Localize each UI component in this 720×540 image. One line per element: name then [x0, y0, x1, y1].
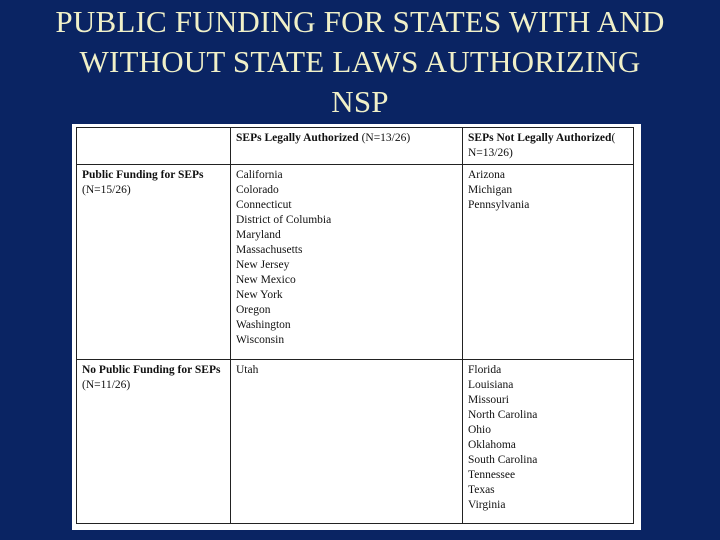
table-image [72, 124, 641, 530]
state-list [231, 165, 463, 360]
state-name: Pennsylvania [468, 199, 530, 211]
state-name: Louisiana [468, 379, 514, 391]
state-name: New York [236, 289, 283, 301]
state-name: Maryland [236, 229, 281, 241]
state-name: Florida [468, 364, 502, 376]
header-authorized-label: SEPs Legally Authorized [236, 132, 359, 144]
row-label-no-public-funding [77, 360, 231, 524]
state-name: Virginia [468, 499, 506, 511]
title-line-2: WITHOUT STATE LAWS AUTHORIZING [79, 44, 641, 79]
state-name: District of Columbia [236, 214, 332, 226]
row-label-bold: Public Funding for SEPs [82, 169, 204, 181]
state-name: Arizona [468, 169, 506, 181]
row-label-bold: No Public Funding for SEPs [82, 364, 221, 376]
state-name: Missouri [468, 394, 509, 406]
state-name: Massachusetts [236, 244, 303, 256]
state-list [463, 165, 634, 360]
state-name: Tennessee [468, 469, 516, 481]
header-not-authorized-label: SEPs Not Legally Authorized [468, 132, 612, 144]
state-name: Texas [468, 484, 495, 496]
title-line-1: PUBLIC FUNDING FOR STATES WITH AND [55, 4, 665, 39]
state-name: Utah [236, 364, 259, 376]
state-name: New Mexico [236, 274, 296, 286]
row-label-count: (N=15/26) [82, 184, 131, 196]
header-authorized-count: (N=13/26) [358, 132, 411, 144]
title-line-3: NSP [331, 84, 389, 119]
funding-table [76, 127, 634, 524]
header-not-authorized [463, 128, 634, 165]
header-authorized [231, 128, 463, 165]
state-name: Ohio [468, 424, 491, 436]
state-name: Washington [236, 319, 291, 331]
state-name: Colorado [236, 184, 279, 196]
table-row [77, 360, 634, 524]
header-not-authorized-count: ( N=13/26) [468, 132, 616, 159]
state-list [463, 360, 634, 524]
row-label-count: (N=11/26) [82, 379, 131, 391]
state-name: California [236, 169, 283, 181]
state-name: Connecticut [236, 199, 292, 211]
state-name: New Jersey [236, 259, 290, 271]
header-empty-cell [77, 128, 231, 165]
table-row [77, 165, 634, 360]
state-name: North Carolina [468, 409, 538, 421]
state-name: Oklahoma [468, 439, 516, 451]
state-name: Wisconsin [236, 334, 285, 346]
state-name: Michigan [468, 184, 513, 196]
state-name: South Carolina [468, 454, 538, 466]
state-list [231, 360, 463, 524]
row-label-public-funding [77, 165, 231, 360]
table-header-row [77, 128, 634, 165]
state-name: Oregon [236, 304, 271, 316]
slide-title [0, 2, 720, 122]
